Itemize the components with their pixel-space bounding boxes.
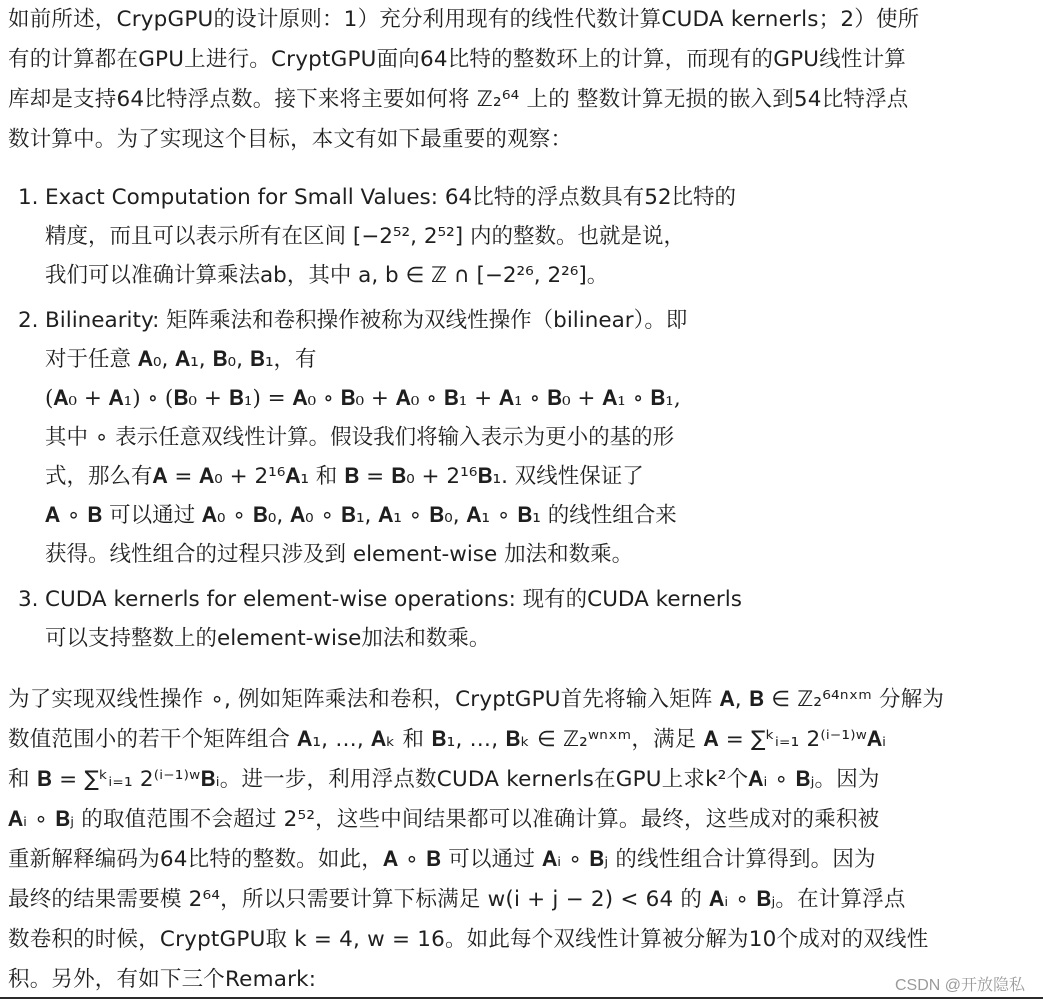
method-paragraph bbox=[8, 680, 1030, 1000]
observation-line: 我们可以准确计算乘法ab，其中 a, b ∈ ℤ ∩ [−2²⁶, 2²⁶]。 bbox=[45, 263, 609, 288]
bottom-divider bbox=[0, 997, 1043, 999]
method-line: 重新解释编码为64比特的整数。如此，𝐀 ∘ 𝐁 可以通过 𝐀ᵢ ∘ 𝐁ⱼ 的线性组合计算得到。因为 bbox=[8, 847, 876, 872]
observation-line: CUDA kernerls for element-wise operations: 现有的CUDA kernerls bbox=[45, 587, 742, 612]
list-number: 1. bbox=[18, 185, 39, 210]
intro-line: 数计算中。为了实现这个目标，本文有如下最重要的观察： bbox=[8, 127, 573, 152]
method-line: 数值范围小的若干个矩阵组合 𝐀₁, …, 𝐀ₖ 和 𝐁₁, …, 𝐁ₖ ∈ ℤ₂ʷⁿˣᵐ，满足 𝐀 = ∑ᵏᵢ₌₁ 2⁽ⁱ⁻¹⁾ʷ𝐀ᵢ bbox=[8, 727, 887, 752]
method-line: 最终的结果需要模 2⁶⁴，所以只需要计算下标满足 w(i + j − 2) < 64 的 𝐀ᵢ ∘ 𝐁ⱼ。在计算浮点 bbox=[8, 887, 906, 912]
observation-line: Exact Computation for Small Values: 64比特的浮点数具有52比特的 bbox=[45, 185, 737, 210]
observation-line: 可以支持整数上的element-wise加法和数乘。 bbox=[45, 626, 491, 651]
observation-line: 其中 ∘ 表示任意双线性计算。假设我们将输入表示为更小的基的形 bbox=[45, 425, 675, 450]
observation-line: 式，那么有𝐀 = 𝐀₀ + 2¹⁶𝐀₁ 和 𝐁 = 𝐁₀ + 2¹⁶𝐁₁. 双线性保证了 bbox=[45, 464, 644, 489]
observations-list bbox=[8, 178, 1030, 658]
observation-line: 对于任意 𝐀₀, 𝐀₁, 𝐁₀, 𝐁₁，有 bbox=[45, 347, 317, 372]
observation-item-bilinearity bbox=[8, 301, 1030, 574]
bilinearity-equation: (𝐀₀ + 𝐀₁) ∘ (𝐁₀ + 𝐁₁) = 𝐀₀ ∘ 𝐁₀ + 𝐀₀ ∘ 𝐁₁ + 𝐀₁ ∘ 𝐁₀ + 𝐀₁ ∘ 𝐁₁, bbox=[45, 386, 681, 411]
method-line: 积。另外，有如下三个Remark: bbox=[8, 967, 317, 992]
method-line: 为了实现双线性操作 ∘, 例如矩阵乘法和卷积，CryptGPU首先将输入矩阵 𝐀, 𝐁 ∈ ℤ₂⁶⁴ⁿˣᵐ 分解为 bbox=[8, 687, 945, 712]
observation-line: Bilinearity: 矩阵乘法和卷积操作被称为双线性操作（bilinear）。即 bbox=[45, 308, 688, 333]
intro-line: 如前所述，CrypGPU的设计原则：1）充分利用现有的线性代数计算CUDA kernerls；2）使所 bbox=[8, 7, 920, 32]
intro-line: 有的计算都在GPU上进行。CryptGPU面向64比特的整数环上的计算，而现有的GPU线性计算 bbox=[8, 47, 906, 72]
intro-line: 库却是支持64比特浮点数。接下来将主要如何将 ℤ₂⁶⁴ 上的 整数计算无损的嵌入到54比特浮点 bbox=[8, 87, 909, 112]
observation-item-exact-computation bbox=[8, 178, 1030, 295]
observation-item-cuda-kernels bbox=[8, 580, 1030, 658]
method-line: 𝐀ᵢ ∘ 𝐁ⱼ 的取值范围不会超过 2⁵²，这些中间结果都可以准确计算。最终，这些成对的乘积被 bbox=[8, 807, 880, 832]
csdn-watermark: CSDN @开放隐私 bbox=[893, 972, 1027, 995]
observation-line: 𝐀 ∘ 𝐁 可以通过 𝐀₀ ∘ 𝐁₀, 𝐀₀ ∘ 𝐁₁, 𝐀₁ ∘ 𝐁₀, 𝐀₁ ∘ 𝐁₁ 的线性组合来 bbox=[45, 503, 677, 528]
list-number: 2. bbox=[18, 308, 39, 333]
observation-line: 精度，而且可以表示所有在区间 [−2⁵², 2⁵²] 内的整数。也就是说， bbox=[45, 224, 685, 249]
list-number: 3. bbox=[18, 587, 39, 612]
document-body bbox=[8, 0, 1030, 1000]
observation-line: 获得。线性组合的过程只涉及到 element-wise 加法和数乘。 bbox=[45, 542, 634, 567]
intro-paragraph bbox=[8, 0, 1030, 160]
method-line: 数卷积的时候，CryptGPU取 k = 4, w = 16。如此每个双线性计算被分解为10个成对的双线性 bbox=[8, 927, 929, 952]
method-line: 和 𝐁 = ∑ᵏᵢ₌₁ 2⁽ⁱ⁻¹⁾ʷ𝐁ᵢ。进一步，利用浮点数CUDA kernerls在GPU上求k²个𝐀ᵢ ∘ 𝐁ⱼ。因为 bbox=[8, 767, 880, 792]
